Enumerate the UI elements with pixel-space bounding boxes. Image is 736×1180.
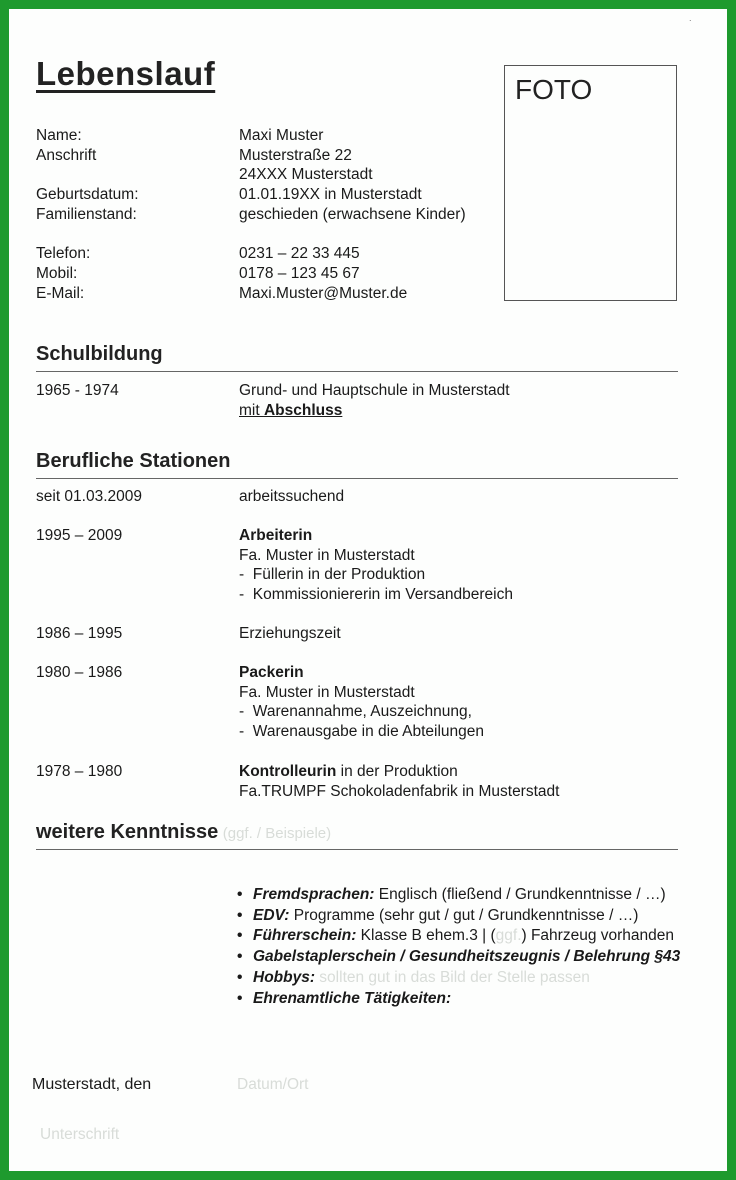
date-hint: Datum/Ort	[237, 1076, 309, 1093]
list-item: • EDV: Programme (sehr gut / gut / Grundkenntnisse / …)	[253, 906, 680, 927]
phone-label: Telefon:	[36, 245, 91, 263]
career-entry	[239, 526, 513, 605]
personal-values	[239, 126, 466, 303]
birth-label: Geburtsdatum:	[36, 186, 139, 204]
career-period: seit 01.03.2009	[36, 488, 143, 505]
career-company: Fa. Muster in Musterstadt	[239, 683, 415, 701]
career-task: - Füllerin in der Produktion	[239, 566, 426, 584]
email-value: Maxi.Muster@Muster.de	[239, 284, 408, 302]
school-period: 1965 - 1974	[36, 382, 119, 399]
section-divider	[36, 478, 678, 479]
career-role: Arbeiterin	[239, 527, 313, 544]
career-task: - Warenannahme, Auszeichnung,	[239, 703, 472, 721]
skills-heading	[36, 821, 331, 844]
place-date-label: Musterstadt, den	[32, 1076, 152, 1093]
phone-value: 0231 – 22 33 445	[239, 245, 360, 263]
skills-section-title: weitere Kenntnisse	[36, 821, 219, 843]
career-period: 1986 – 1995	[36, 625, 123, 642]
career-entry	[239, 762, 559, 801]
list-item: • Führerschein: Klasse B ehem.3 | (ggf.) Fahrzeug vorhanden	[253, 926, 680, 947]
name-label: Name:	[36, 127, 82, 144]
address-label: Anschrift	[36, 146, 97, 164]
email-label: E-Mail:	[36, 284, 85, 302]
career-period: 1978 – 1980	[36, 763, 123, 780]
name-value: Maxi Muster	[239, 127, 324, 144]
section-divider	[36, 371, 678, 372]
school-details	[239, 381, 510, 420]
school-line: Grund- und Hauptschule in Musterstadt	[239, 382, 510, 399]
list-item: • Hobbys: sollten gut in das Bild der Stelle passen	[253, 968, 680, 989]
school-section-title: Schulbildung	[36, 343, 163, 365]
signature-hint: Unterschrift	[40, 1126, 120, 1143]
career-period: 1980 – 1986	[36, 664, 123, 681]
page-title: Lebenslauf	[36, 55, 216, 92]
photo-placeholder	[504, 65, 677, 301]
skills-title-hint: (ggf. / Beispiele)	[222, 825, 332, 842]
photo-label: FOTO	[515, 74, 593, 105]
cv-page	[9, 9, 727, 1171]
family-label: Familienstand:	[36, 205, 137, 223]
city-value: 24XXX Musterstadt	[239, 166, 373, 184]
career-entry	[239, 663, 484, 742]
list-item: • Ehrenamtliche Tätigkeiten:	[253, 989, 680, 1010]
career-task: - Warenausgabe in die Abteilungen	[239, 723, 485, 741]
career-task: - Kommissioniererin im Versandbereich	[239, 586, 513, 604]
list-item: • Fremdsprachen: Englisch (fließend / Grundkenntnisse / …)	[253, 885, 680, 906]
scan-speck: .	[689, 13, 692, 23]
section-divider	[36, 849, 678, 850]
career-section-title: Berufliche Stationen	[36, 450, 231, 472]
list-item: • Gabelstaplerschein / Gesundheitszeugnis / Belehrung §43	[253, 947, 680, 968]
career-company: Fa. Muster in Musterstadt	[239, 546, 415, 564]
street-value: Musterstraße 22	[239, 146, 352, 164]
career-text: arbeitssuchend	[239, 488, 345, 505]
mobile-label: Mobil:	[36, 264, 78, 282]
birth-value: 01.01.19XX in Musterstadt	[239, 186, 422, 204]
personal-labels	[36, 126, 139, 303]
career-role: Packerin	[239, 664, 304, 681]
skills-list	[237, 885, 680, 1009]
career-period: 1995 – 2009	[36, 527, 123, 544]
family-value: geschieden (erwachsene Kinder)	[239, 205, 466, 223]
school-degree: mit Abschluss	[239, 401, 343, 419]
career-role-line: Kontrolleurin in der Produktion	[239, 763, 458, 780]
career-text: Erziehungszeit	[239, 625, 341, 642]
mobile-value: 0178 – 123 45 67	[239, 264, 360, 282]
career-company: Fa.TRUMPF Schokoladenfabrik in Musterstadt	[239, 782, 560, 800]
